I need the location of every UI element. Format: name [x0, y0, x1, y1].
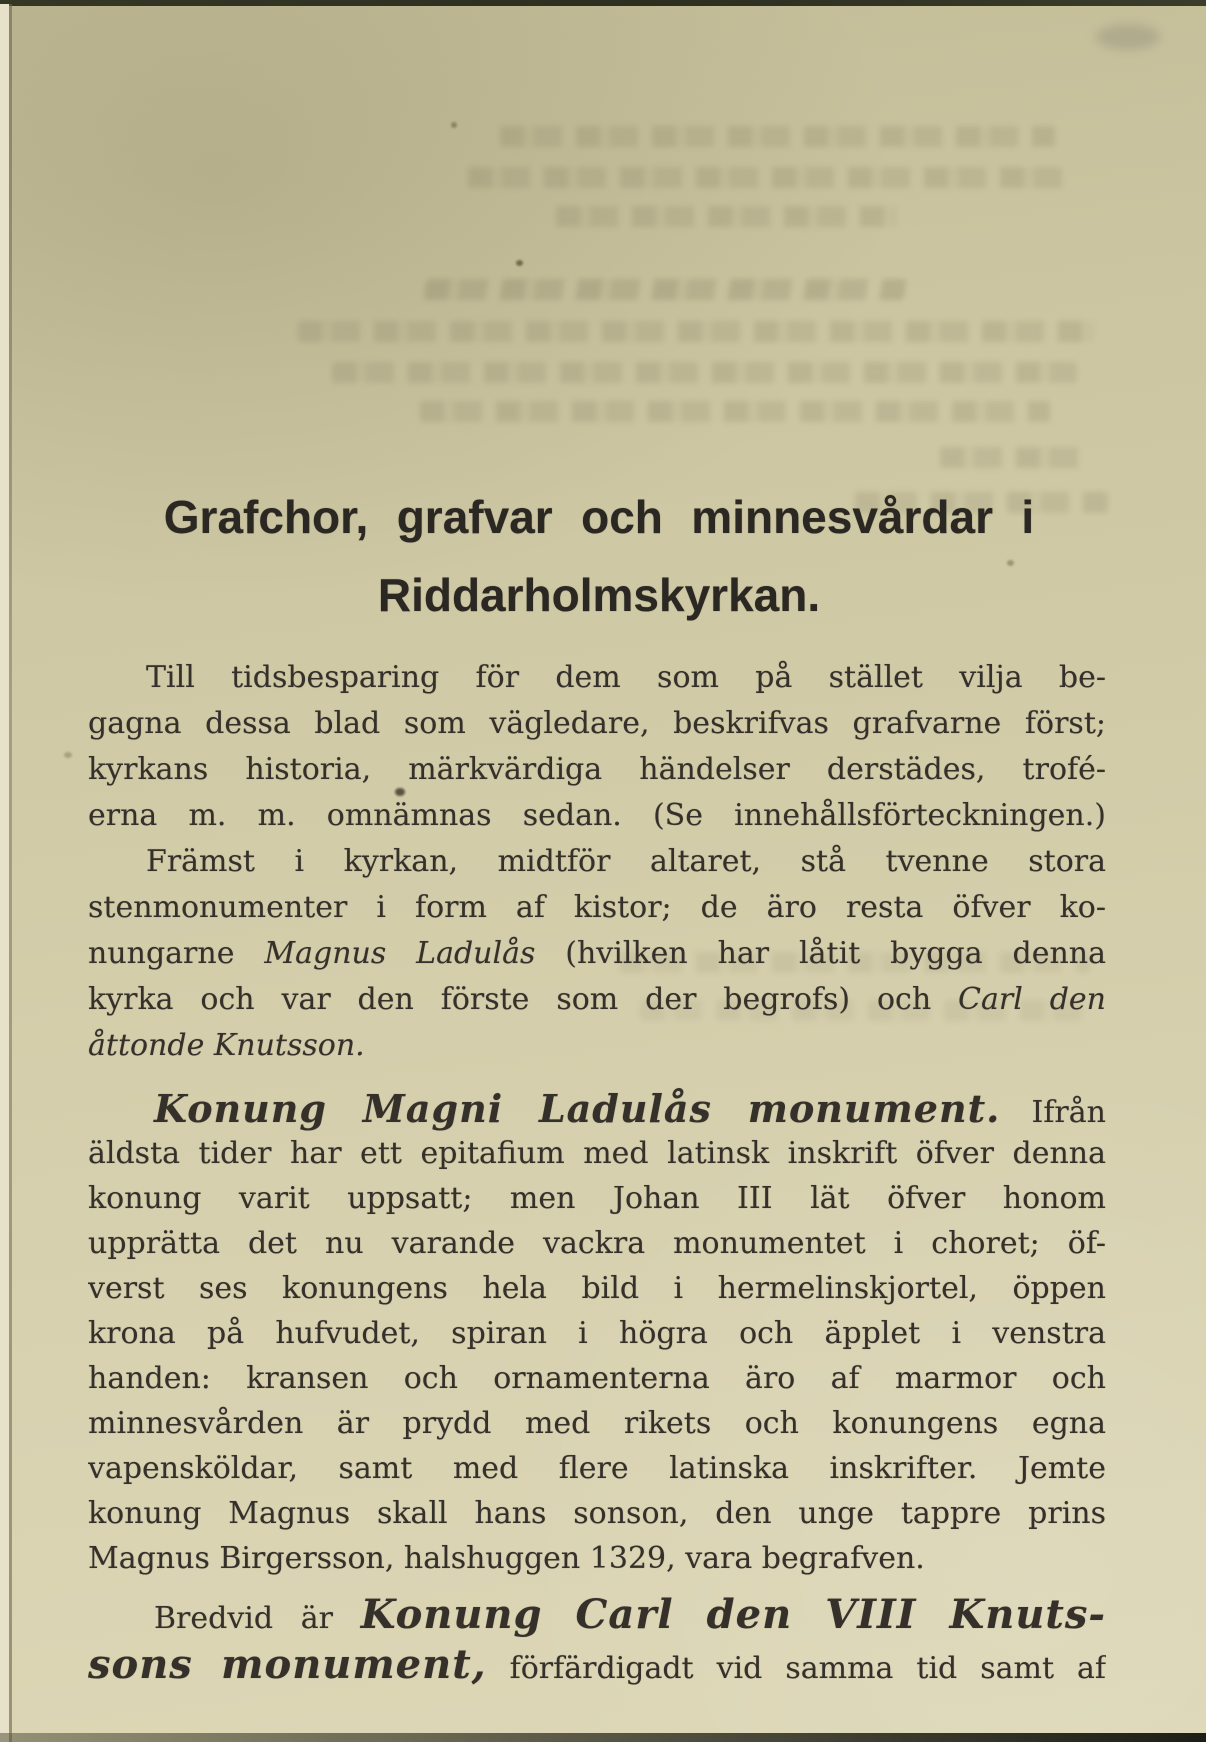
scan-edge-bottom — [0, 1733, 1206, 1742]
paragraph-monuments — [88, 839, 1106, 1069]
text-line: stenmonumenter i form af kistor; de äro resta öfver ko- — [88, 890, 1106, 925]
text-line — [88, 977, 1106, 1023]
paper-speck — [516, 260, 523, 266]
text-segment: kyrka och var den förste som der begrofs) och — [88, 982, 959, 1017]
text-line: äldsta tider har ett epitafium med latinsk inskrift öfver denna — [88, 1136, 1106, 1171]
text-line — [88, 931, 1106, 977]
text-line: handen: kransen och ornamenterna äro af marmor och — [88, 1361, 1106, 1396]
bleedthrough-text-line — [500, 126, 1055, 147]
bleedthrough-text-line — [468, 167, 1068, 188]
paper-speck — [451, 122, 457, 128]
text-line: vapensköldar, samt med flere latinska inskrifter. Jemte — [88, 1451, 1106, 1486]
paragraph-intro — [88, 655, 1106, 839]
bleedthrough-text-line — [298, 321, 1093, 342]
text-line: åttonde Knutsson. — [88, 1028, 365, 1063]
text-line: Magnus Birgersson, halshuggen 1329, vara begrafven. — [88, 1541, 925, 1576]
text-line: konung varit uppsatt; men Johan III lät öfver honom — [88, 1181, 1106, 1216]
text-line: Till tidsbesparing för dem som på stället vilja be- — [146, 660, 1106, 695]
monument-heading-carl-viii: Konung Carl den VIII Knuts- — [360, 1591, 1106, 1638]
page-title-line2: Riddarholmskyrkan. — [377, 569, 821, 621]
paragraph-carl-knutsson-monument — [88, 1590, 1106, 1690]
text-line: gagna dessa blad som vägledare, beskrifvas grafvarne först; — [88, 706, 1106, 741]
text-segment: nungarne — [88, 936, 265, 971]
text-line: kyrkans historia, märkvärdiga händelser derstädes, trofé- — [88, 752, 1106, 787]
page-title-line1: Grafchor, grafvar och minnesvårdar i — [163, 491, 1035, 543]
bleedthrough-text-line — [940, 447, 1090, 468]
text-line: Främst i kyrkan, midtför altaret, stå tvenne stora — [146, 844, 1106, 879]
text-line — [88, 1590, 1106, 1640]
text-line: konung Magnus skall hans sonson, den unge tappre prins — [88, 1496, 1106, 1531]
paper-speck — [64, 752, 72, 758]
bleedthrough-text-line — [556, 206, 896, 227]
bleedthrough-text-line — [420, 401, 1050, 422]
text-line: minnesvården är prydd med rikets och konungens egna — [88, 1406, 1106, 1441]
bleedthrough-text-line — [332, 362, 1077, 383]
text-line: verst ses konungens hela bild i hermelinskjortel, öppen — [88, 1271, 1106, 1306]
scan-edge-left-gutter-line — [9, 4, 12, 1742]
body-text-column — [88, 655, 1106, 1690]
text-segment: Ifrån — [1000, 1095, 1106, 1130]
bleedthrough-text-line — [424, 279, 907, 300]
text-segment: (hvilken har låtit bygga denna — [535, 936, 1106, 971]
text-segment: Bredvid är — [154, 1601, 361, 1636]
royal-name-magnus-ladulas: Magnus Ladulås — [264, 936, 536, 971]
royal-name-carl-den: Carl den — [958, 982, 1106, 1017]
paragraph-magnus-ladulas-monument — [88, 1086, 1106, 1581]
scan-edge-left-paper — [0, 4, 9, 1742]
text-line — [88, 1086, 1106, 1131]
text-line: erna m. m. omnämnas sedan. (Se innehållsförteckningen.) — [88, 798, 1106, 833]
page-title — [88, 478, 1110, 634]
scan-edge-top — [0, 0, 1206, 6]
text-line: krona på hufvudet, spiran i högra och äpplet i venstra — [88, 1316, 1106, 1351]
text-segment: förfärdigadt vid samma tid samt af — [486, 1651, 1106, 1686]
text-line — [88, 1640, 1106, 1690]
text-line: upprätta det nu varande vackra monumentet i choret; öf- — [88, 1226, 1106, 1261]
monument-heading-magni-ladulas: Konung Magni Ladulås monument. — [154, 1086, 1001, 1131]
scan-smudge — [1096, 24, 1160, 50]
monument-heading-carl-viii-cont: sons monument, — [88, 1641, 487, 1688]
